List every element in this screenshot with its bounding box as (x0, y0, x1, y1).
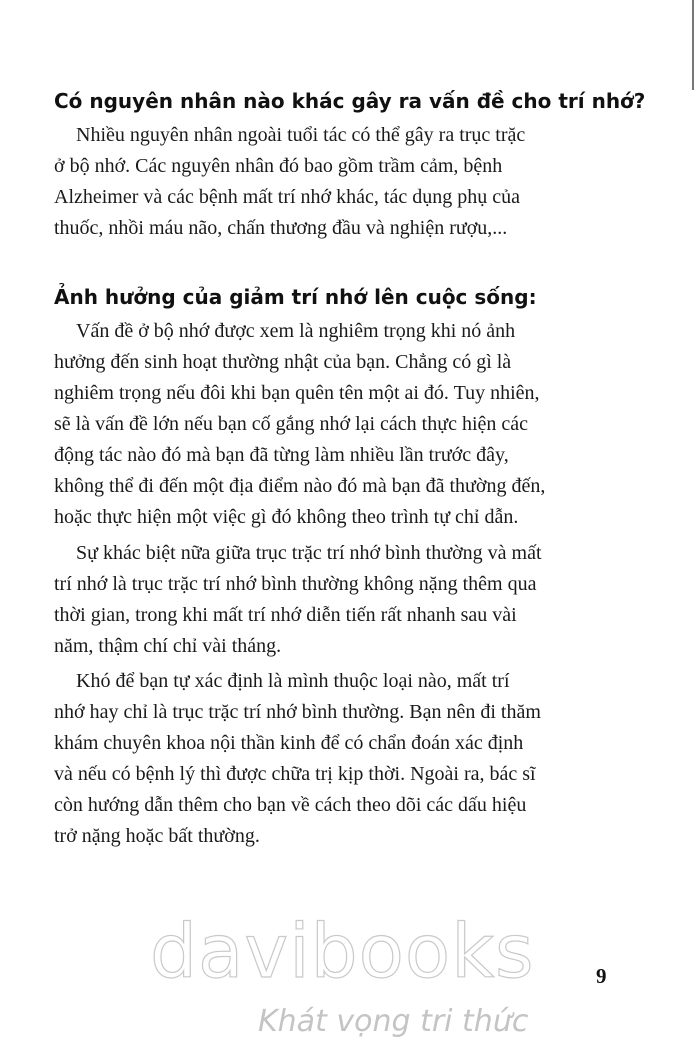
page-edge-line (692, 0, 694, 90)
text-line: trí nhớ là trục trặc trí nhớ bình thường không nặng thêm qua (54, 573, 537, 595)
text-line: nhớ hay chỉ là trục trặc trí nhớ bình thường. Bạn nên đi thăm (54, 701, 541, 723)
text-line: trở nặng hoặc bất thường. (54, 825, 260, 847)
text-line: thuốc, nhồi máu não, chấn thương đầu và nghiện rượu,... (54, 217, 508, 239)
text-line: năm, thậm chí chỉ vài tháng. (54, 635, 282, 657)
watermark-slogan: Khát vọng tri thức (258, 1004, 529, 1039)
paragraph-impact-2 (54, 538, 634, 662)
paragraph-impact-1 (54, 316, 634, 533)
paragraph-other-causes (54, 120, 634, 244)
text-line: hưởng đến sinh hoạt thường nhật của bạn. Chẳng có gì là (54, 351, 512, 373)
section-heading-other-causes: Có nguyên nhân nào khác gây ra vấn đề cho trí nhớ? (54, 89, 646, 113)
text-line: ở bộ nhớ. Các nguyên nhân đó bao gồm trầm cảm, bệnh (54, 155, 503, 177)
text-line: Vấn đề ở bộ nhớ được xem là nghiêm trọng khi nó ảnh (76, 320, 516, 342)
text-line: nghiêm trọng nếu đôi khi bạn quên tên một ai đó. Tuy nhiên, (54, 382, 540, 404)
text-line: Khó để bạn tự xác định là mình thuộc loại nào, mất trí (76, 670, 510, 692)
text-line: còn hướng dẫn thêm cho bạn về cách theo dõi các dấu hiệu (54, 794, 527, 816)
paragraph-impact-3 (54, 666, 634, 852)
text-line: không thể đi đến một địa điểm nào đó mà bạn đã thường đến, (54, 475, 546, 497)
text-line: Alzheimer và các bệnh mất trí nhớ khác, tác dụng phụ của (54, 186, 520, 208)
watermark-brand: davibooks (150, 909, 535, 995)
text-line: động tác nào đó mà bạn đã từng làm nhiều lần trước đây, (54, 444, 509, 466)
page-number: 9 (596, 964, 607, 988)
section-heading-impact: Ảnh hưởng của giảm trí nhớ lên cuộc sống: (54, 285, 537, 309)
text-line: hoặc thực hiện một việc gì đó không theo trình tự chỉ dẫn. (54, 506, 519, 528)
text-line: Nhiều nguyên nhân ngoài tuổi tác có thể gây ra trục trặc (76, 124, 526, 146)
text-line: thời gian, trong khi mất trí nhớ diễn tiến rất nhanh sau vài (54, 604, 517, 626)
text-line: khám chuyên khoa nội thần kinh để có chẩn đoán xác định (54, 732, 524, 754)
text-line: sẽ là vấn đề lớn nếu bạn cố gắng nhớ lại cách thực hiện các (54, 413, 529, 435)
text-line: Sự khác biệt nữa giữa trục trặc trí nhớ bình thường và mất (76, 542, 542, 564)
text-line: và nếu có bệnh lý thì được chữa trị kịp thời. Ngoài ra, bác sĩ (54, 763, 536, 785)
